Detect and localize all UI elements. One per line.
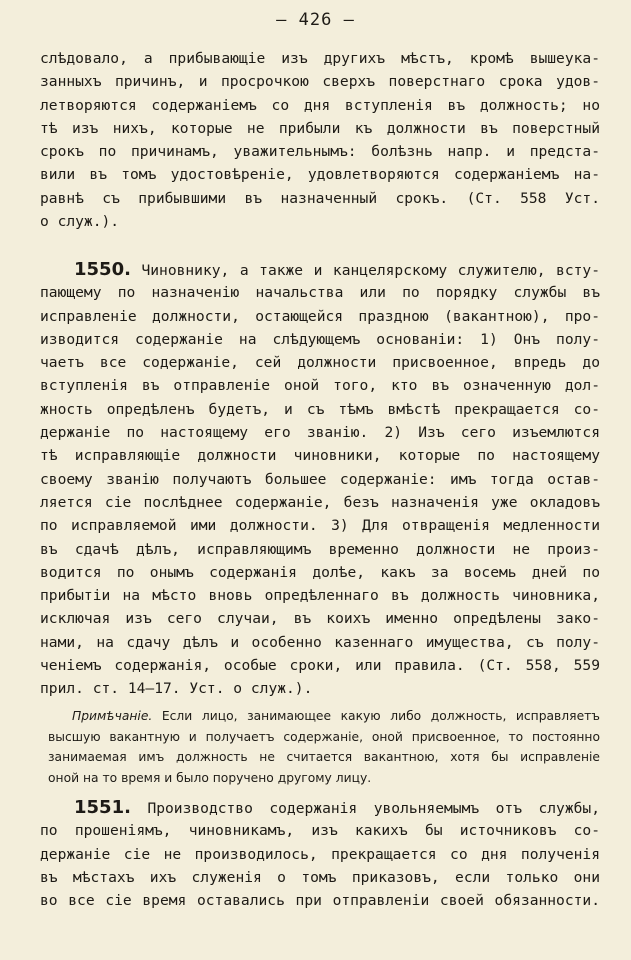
article-first-line [40,258,600,281]
text-line: прил. ст. 14—17. Уст. о служ.). [40,680,313,698]
text-line: водится по онымъ содержанія долѣе, какъ за восемь дней по [40,563,600,581]
text-line: занимаемая имъ должность не считается вакантною, хотя бы исправленіе [48,750,600,764]
text-line: Производство содержанія увольняемымъ отъ службы, [147,800,600,817]
text-line: по исправляемой ими должности. 3) Для отвращенія медленности [40,517,600,535]
text-line: прибытіи на мѣсто вновь опредѣленнаго въ должность чиновника, [40,587,600,605]
article-first-line [40,796,600,819]
text-line: оной на то время и было поручено другому лицу. [48,770,372,785]
text-line: срокъ по причинамъ, уважительнымъ: болѣзнь напр. и предста- [40,143,600,161]
text-line: держаніе сіе не производилось, прекращается со дня полученія [40,845,600,863]
text-line: занныхъ причинъ, и просрочкою сверхъ поверстнаго срока удов- [40,73,600,91]
text-line: ляется сіе послѣднее содержаніе, безъ назначенія уже окладовъ [40,493,600,511]
text-line: жность опредѣленъ будетъ, и съ тѣмъ вмѣстѣ прекращается со- [40,400,600,418]
text-line: исправленіе должности, остающейся праздною (вакантною), про- [40,307,600,325]
text-line: равнѣ съ прибывшими въ назначенный срокъ. (Ст. 558 Уст. [40,189,600,207]
text-line: въ сдачѣ дѣлъ, исправляющимъ временно должности не произ- [40,540,600,558]
text-line: пающему по назначенію начальства или по порядку службы въ [40,284,600,302]
text-line: своему званію получаютъ большее содержаніе: имъ тогда остав- [40,470,600,488]
article-number: 1550. [74,259,131,280]
text-line: вили въ томъ удостовѣреніе, удовлетворяются содержаніемъ на- [40,166,600,184]
text-line: Если лицо, занимающее какую либо должность, исправляетъ [161,709,600,723]
text-line: слѣдовало, а прибывающіе изъ другихъ мѣстъ, кромѣ вышеука- [40,50,600,67]
note-label: Примѣчаніе. [72,709,153,723]
text-line: во все сіе время оставались при отправленіи своей обязанности. [40,892,600,910]
text-line: ченіемъ содержанія, особые сроки, или правила. (Ст. 558, 559 [40,657,600,675]
text-line: тѣ изъ нихъ, которые не прибыли къ должности въ поверстный [40,119,600,137]
text-line: летворяются содержаніемъ со дня вступленія въ должность; но [40,96,600,114]
text-line: по прошеніямъ, чиновникамъ, изъ какихъ бы источниковъ со- [40,822,600,840]
article-number: 1551. [74,797,131,818]
article-1550 [40,258,600,701]
text-line: о служ.). [40,213,120,231]
text-line: исключая изъ сего случаи, въ коихъ именно опредѣлены зако- [40,610,600,628]
text-line: нами, на сдачу дѣлъ и особенно казеннаго имущества, съ полу- [40,633,600,651]
intro-paragraph [40,47,600,233]
text-line: изводится содержаніе на слѣдующемъ основаніи: 1) Онъ полу- [40,330,600,348]
article-1551 [40,796,600,912]
text-line: держаніе по настоящему его званію. 2) Изъ сего изъемлются [40,424,600,442]
text-line: Чиновнику, а также и канцелярскому служителю, всту- [141,262,600,279]
page-number: — 426 — [276,10,355,30]
text-line: высшую вакантную и получаетъ содержаніе, оной присвоенное, то постоянно [48,729,600,744]
note-paragraph [48,706,600,788]
text-line: тѣ исправляющіе должности чиновники, которые по настоящему [40,447,600,465]
text-line: вступленія въ отправленіе оной того, кто въ означенную дол- [40,377,600,395]
text-line: въ мѣстахъ ихъ служенія о томъ приказовъ, если только они [40,868,600,886]
note-first-line [48,706,600,727]
text-line: чаетъ все содержаніе, сей должности присвоенное, впредь до [40,354,600,372]
